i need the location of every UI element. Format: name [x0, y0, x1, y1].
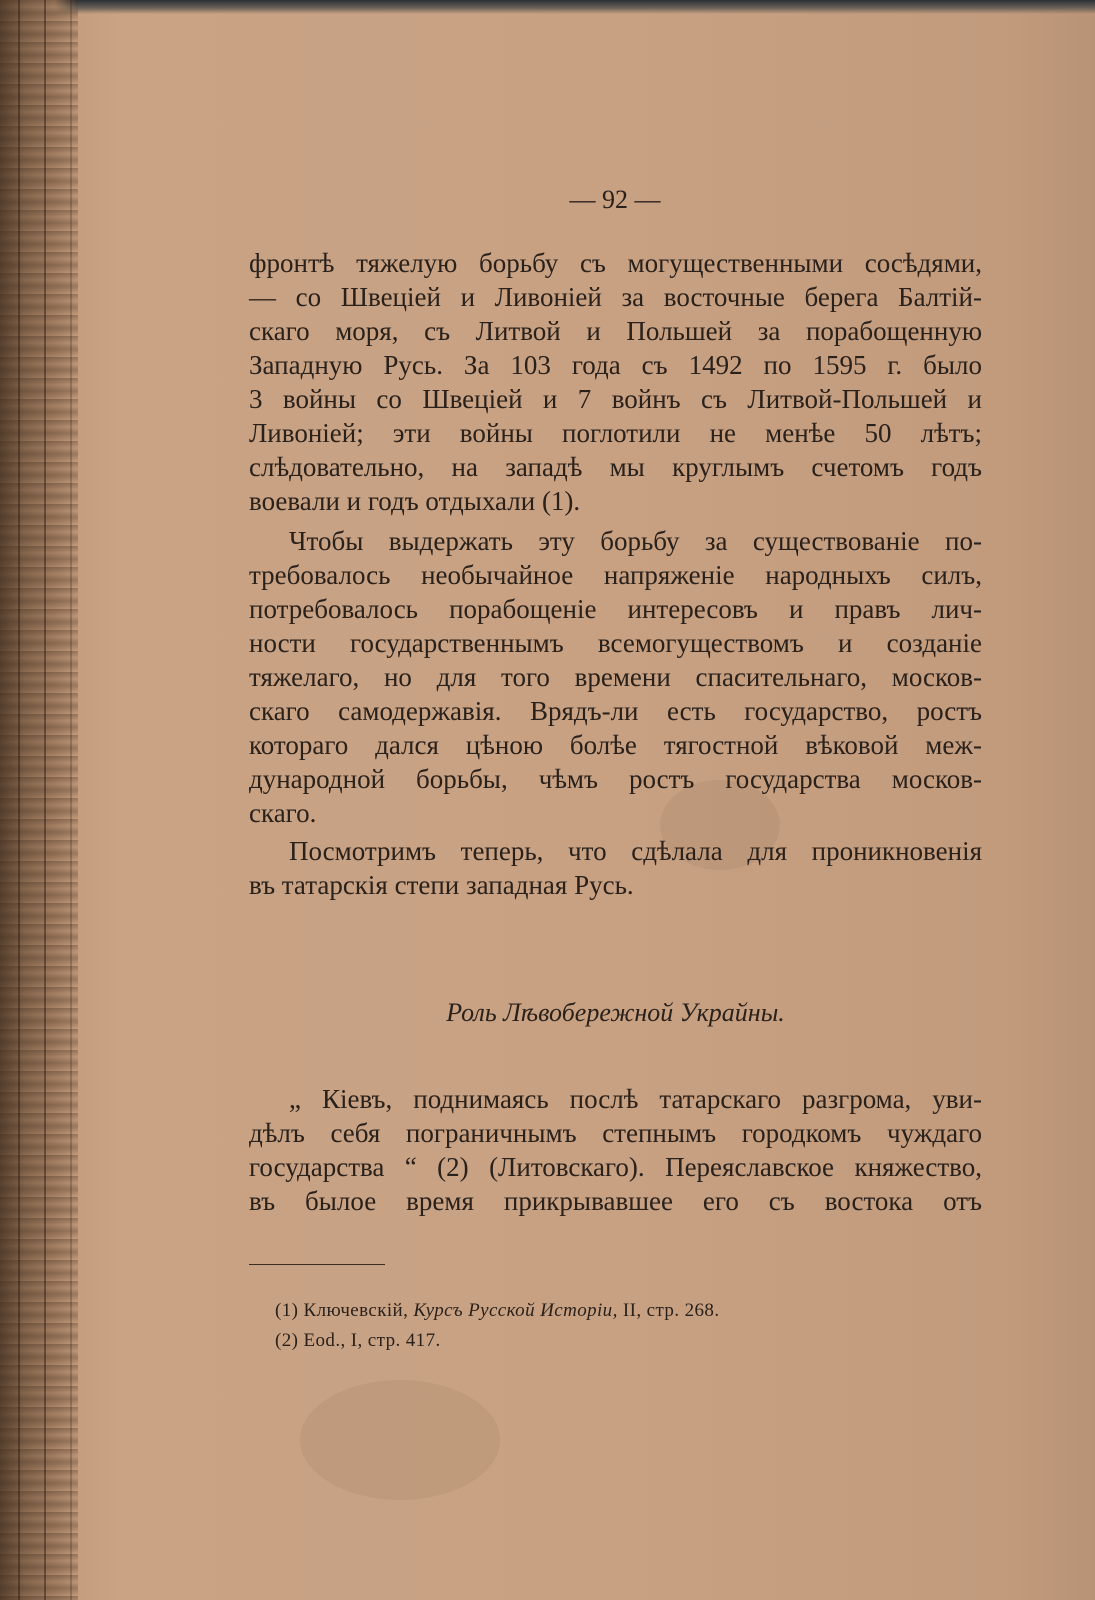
text-line: слѣдовательно, на западѣ мы круглымъ счетомъ годъ: [249, 452, 982, 482]
footnote: [275, 1298, 975, 1324]
text-line: требовалось необычайное напряженіе народныхъ силъ,: [249, 560, 982, 590]
text-line: государства “ (2) (Литовскаго). Переяславское княжество,: [249, 1152, 982, 1182]
text-line: Западную Русь. За 103 года съ 1492 по 1595 г. было: [249, 350, 982, 380]
text-line: скаго моря, съ Литвой и Польшей за порабощенную: [249, 316, 982, 346]
text-line: 3 войны со Швеціей и 7 войнъ съ Литвой-Польшей и: [249, 384, 982, 414]
text-line: скаго самодержавія. Врядъ-ли есть государство, ростъ: [249, 696, 982, 726]
text-line: Ливоніей; эти войны поглотили не менѣе 50 лѣтъ;: [249, 418, 982, 448]
page-number: — 92 —: [569, 185, 661, 214]
binding-crease: [18, 0, 20, 1600]
text-line: потребовалось порабощеніе интересовъ и правъ лич-: [249, 594, 982, 624]
text-line: въ былое время прикрывавшее его съ востока отъ: [249, 1186, 982, 1216]
footnote-separator: [249, 1264, 385, 1265]
binding-crease: [44, 0, 46, 1600]
footnote-author: Eod.,: [303, 1330, 346, 1351]
text-line: дународной борьбы, чѣмъ ростъ государства москов-: [249, 764, 982, 794]
text-line: ности государственнымъ всемогуществомъ и созданіе: [249, 628, 982, 658]
footnote-reference: II, стр. 268.: [622, 1300, 720, 1321]
footnote-reference: I, стр. 417.: [350, 1330, 441, 1351]
text-line: Посмотримъ теперь, что сдѣлала для проникновенія: [289, 836, 982, 866]
paper-stain: [300, 1380, 500, 1500]
text-line: Чтобы выдержать эту борьбу за существованіе по-: [289, 526, 982, 556]
footnote-author: Ключевскій,: [303, 1300, 409, 1321]
footnote-marker: (2): [275, 1330, 299, 1351]
text-line: въ татарскія степи западная Русь.: [249, 870, 634, 900]
footnote-title: Курсъ Русской Исторіи,: [413, 1300, 618, 1321]
book-binding-edge: [0, 0, 78, 1600]
page-top-edge: [0, 0, 1095, 14]
section-heading: Роль Лѣвобережной Украйны.: [446, 998, 785, 1027]
text-line: тяжелаго, но для того времени спасительнаго, москов-: [249, 662, 982, 692]
footnote: [275, 1328, 975, 1354]
text-line: дѣлъ себя пограничнымъ степнымъ городкомъ чуждаго: [249, 1118, 982, 1148]
text-line: воевали и годъ отдыхали (1).: [249, 486, 581, 516]
text-line: котораго дался цѣною болѣе тягостной вѣковой меж-: [249, 730, 982, 760]
footnote-marker: (1): [275, 1300, 299, 1321]
text-line: — со Швеціей и Ливоніей за восточные берега Балтій-: [249, 282, 982, 312]
text-line: скаго.: [249, 798, 317, 828]
text-line: фронтѣ тяжелую борьбу съ могущественными сосѣдями,: [249, 248, 982, 278]
text-line: „ Кіевъ, поднимаясь послѣ татарскаго разгрома, уви-: [289, 1084, 982, 1114]
binding-crease: [70, 0, 72, 1600]
